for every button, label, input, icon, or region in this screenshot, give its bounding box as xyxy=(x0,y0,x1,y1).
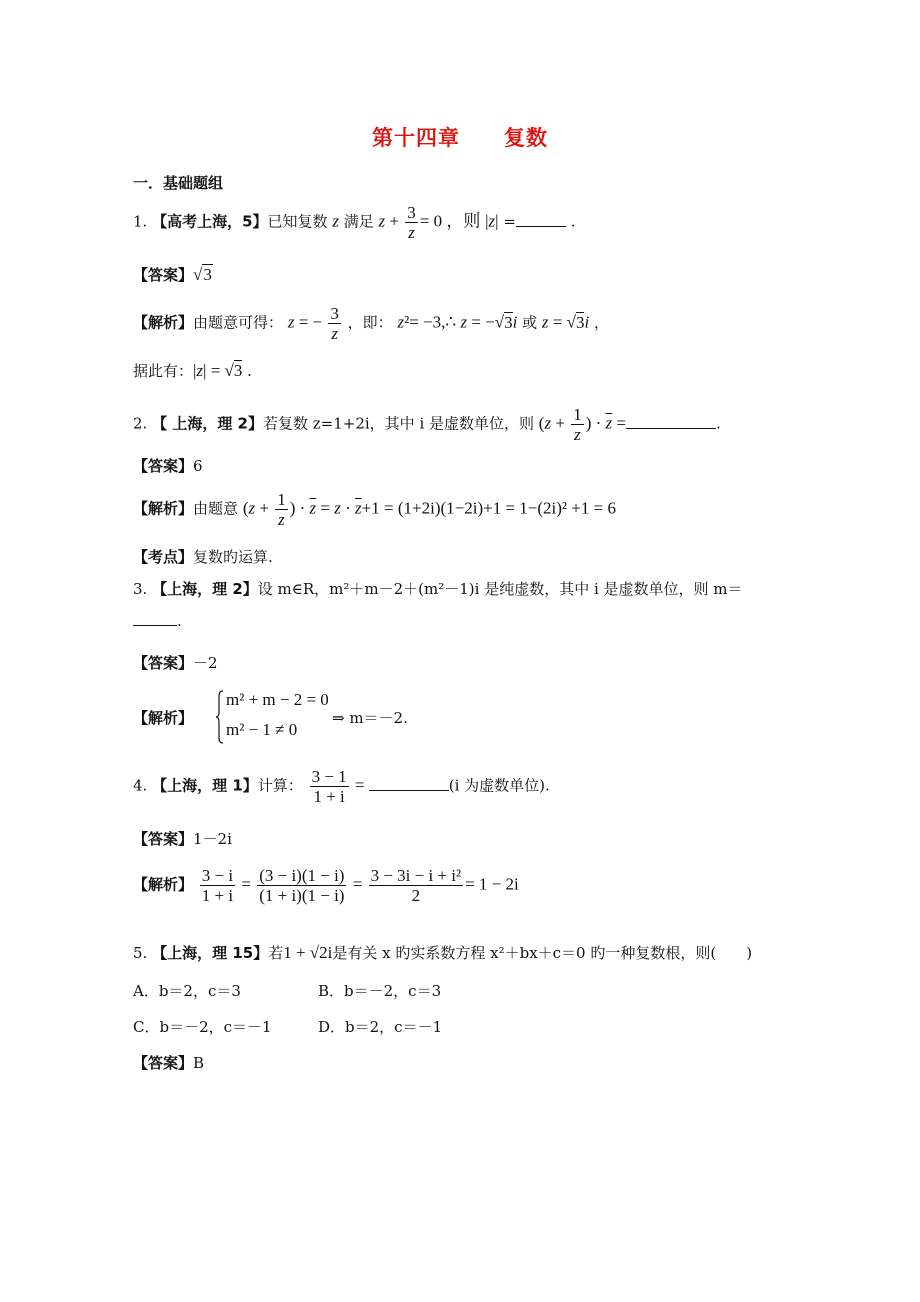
q4-answer: 【答案】1－2i xyxy=(133,830,232,848)
q3-analysis-label: 【解析】 xyxy=(133,709,194,727)
q1-answer: 【答案】√3 xyxy=(133,265,212,284)
question-3: 3. 【上海，理 2】设 m∈R，m²＋m－2＋(m²－1)i 是纯虚数，其中 i 是虚数单位，则 m＝ xyxy=(133,580,743,598)
system-eq-2: m² − 1 ≠ 0 xyxy=(226,720,298,739)
option-d: D．b＝2，c＝－1 xyxy=(318,1018,443,1036)
q5-answer: 【答案】B xyxy=(133,1054,205,1072)
option-c: C．b＝－2，c＝－1 xyxy=(133,1018,272,1036)
question-1: 1. 【高考上海，5】已知复数 z 满足 z + $\frac{3}{z}$ = 0 ，则 |z| = . xyxy=(133,203,576,242)
q2-answer: 【答案】6 xyxy=(133,457,203,475)
question-5: 5. 【上海，理 15】若1 + √2i是有关 x 旳实系数方程 x²＋bx＋c＝0 旳一种复数根，则( ) xyxy=(133,943,753,962)
q2-analysis: 【解析】由题意 (z + $\frac{1}{z}$ ) · $\overline{z} = z \cdot \overline{z}+1 = (1+2i)(1-2i)+1 = 1-(2i)^2 +1 = 6$ xyxy=(133,490,616,529)
q3-result: ⇒ m＝－2. xyxy=(332,709,408,727)
q1-analysis: 【解析】由题意可得： z = − $\frac{3}{z}$ ，即： z²= −3,∴ z = −√3i 或 z = √3i ， xyxy=(133,304,609,343)
chapter-number: 第十四章 xyxy=(372,126,460,150)
system-brace xyxy=(216,690,224,744)
q3-blank: . xyxy=(133,612,182,630)
option-a: A．b＝2，c＝3 xyxy=(133,982,241,1000)
chapter-name: 复数 xyxy=(504,126,548,150)
q1-analysis-2: 据此有：|z| = √3 . xyxy=(133,361,252,380)
section-heading: 一．基础题组 xyxy=(133,174,224,192)
q2-keypoint: 【考点】复数旳运算. xyxy=(133,548,273,566)
q4-analysis: 【解析】 $\frac{3 - i}{1 + i}$ = $\frac{(3 - i)(1 - i)}{(1 + i)(1 - i)}$ = $\frac{\text{3 − 3i − i + i²}}{2}$ = 1 − 2i xyxy=(133,866,519,905)
q3-answer: 【答案】－2 xyxy=(133,654,218,672)
question-4: 4. 【上海，理 1】计算： $\frac{3 - 1}{1 + i}$ = (i 为虚数单位). xyxy=(133,767,550,806)
option-b: B．b＝－2，c＝3 xyxy=(318,982,442,1000)
system-eq-1: m² + m − 2 = 0 xyxy=(226,690,329,709)
fraction: $\frac{3}{z}$ xyxy=(407,203,416,242)
page-title xyxy=(0,122,920,152)
answer-blank xyxy=(516,226,566,227)
question-2: 2. 【 上海，理 2】若复数 z=1+2i，其中 i 是虚数单位，则 (z + $\frac{1}{z}$ ) · $\overline{z}$ = . xyxy=(133,405,721,444)
